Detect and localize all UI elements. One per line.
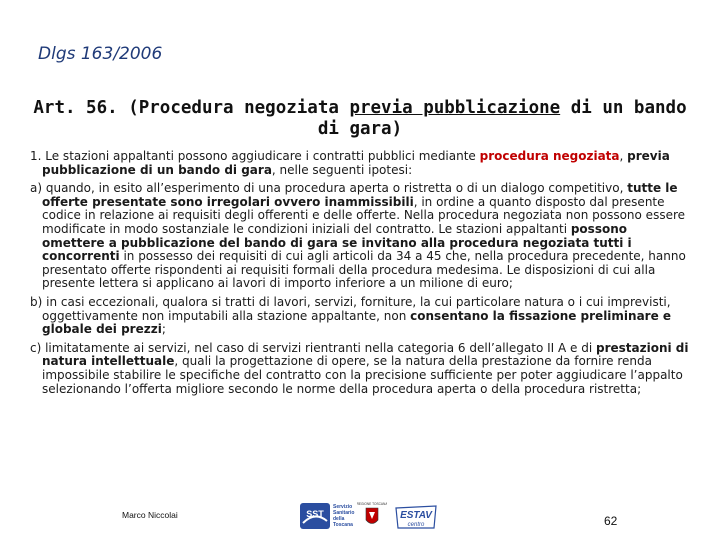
page-number: 62 <box>604 514 618 528</box>
sst-caption-line: Sanitario <box>333 510 355 516</box>
sst-caption <box>333 504 354 528</box>
pb-text-1: b) in casi eccezionali, qualora si tratti di lavori, servizi, forniture, la cui particolare natura o i cui imprevisti, oggettivamente non imputabili alla stazione appaltante, non <box>30 294 671 323</box>
sst-caption-line: Servizio <box>333 504 353 510</box>
pb-text-2: ; <box>161 322 166 337</box>
regione-caption: REGIONE TOSCANA <box>357 502 387 506</box>
pa-text-3: in possesso dei requisiti di cui agli articoli da 34 a 45 che, nella procedura precedente, hanno presentato offerte rispondenti ai requisiti formali della procedura medesima. Le disposizioni di cui alla presente lettera si applicano ai lavori di importo inferiore a un milione di euro; <box>42 249 686 291</box>
footer-author: Marco Niccolai <box>122 510 178 520</box>
paragraph-c <box>30 342 692 396</box>
title-underlined: previa pubblicazione <box>349 98 561 118</box>
p1-text-2: , <box>619 149 628 163</box>
pa-bold-2: possono omettere a pubblicazione del bando di gara se invitano alla procedura negoziata tutti i concorrenti <box>42 221 632 264</box>
estav-logo <box>394 504 438 530</box>
pc-text-1: c) limitatamente ai servizi, nel caso di servizi rientranti nella categoria 6 dell’allegato II A e di <box>30 340 596 355</box>
pc-text-2: , quali la progettazione di opere, se la natura della prestazione da fornire renda impossibile stabilire le specifiche del contratto con la precisione sufficiente per poter aggiudicare l’appalto selezionando l’offerta migliore secondo le norme della procedura aperta o della procedura ristretta; <box>42 354 683 396</box>
p1-bold-text: previa pubblicazione di un bando di gara <box>42 149 670 177</box>
sst-caption-line: Toscana <box>333 522 353 528</box>
p1-red-text: procedura negoziata <box>479 149 620 163</box>
p1-text-1: 1. Le stazioni appaltanti possono aggiudicare i contratti pubblici mediante <box>30 149 480 163</box>
document-header: Dlgs 163/2006 <box>38 44 163 64</box>
title-part-1: Art. 56. (Procedura negoziata <box>33 98 350 118</box>
title-part-2: di un bando di gara) <box>317 98 687 139</box>
p1-text-3: , nelle seguenti ipotesi: <box>271 162 413 177</box>
pa-bold-1: tutte le offerte presentate sono irregolari ovvero inammissibili <box>42 181 678 209</box>
sst-logo <box>300 503 330 529</box>
sst-caption-line: della <box>333 516 345 522</box>
estav-logo-text: ESTAV <box>400 510 432 521</box>
paragraph-a <box>30 182 692 291</box>
paragraph-b <box>30 296 692 337</box>
pc-bold-1: prestazioni di natura intellettuale <box>42 340 689 369</box>
pa-text-1: a) quando, in esito all’esperimento di una procedura aperta o ristretta o di un dialogo competitivo, <box>30 181 628 196</box>
pb-bold-1: consentano la fissazione preliminare e globale dei prezzi <box>42 308 672 337</box>
pa-text-2: , in ordine a quanto disposto dal presente codice in relazione ai requisiti degli offerenti e delle offerte. Nella procedura negoziata non possono essere modificate in modo sostanziale le condizioni iniziali del contratto. Le stazioni appaltanti <box>42 194 686 236</box>
regione-toscana-logo <box>357 500 387 530</box>
article-body <box>30 150 692 401</box>
paragraph-1 <box>30 150 692 177</box>
sst-logo-text: SST <box>306 509 324 519</box>
article-title <box>30 98 690 140</box>
estav-sub-text: centro <box>407 522 425 528</box>
